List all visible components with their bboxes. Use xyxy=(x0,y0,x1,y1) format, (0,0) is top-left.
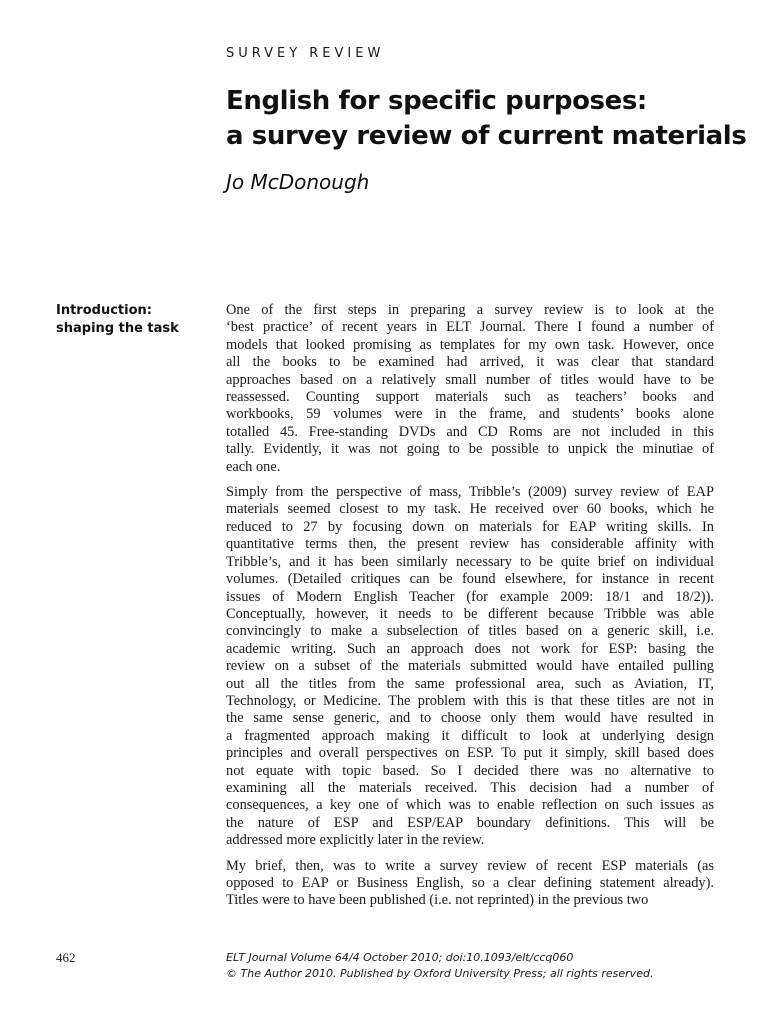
article-title-line-1: English for specific purposes: xyxy=(226,86,647,116)
body-line: Tribble’s, and it has been similarly necessary to be quite brief on individual xyxy=(226,553,714,570)
body-line: Simply from the perspective of mass, Tribble’s (2009) survey review of EAP xyxy=(226,484,714,501)
body-line: My brief, then, was to write a survey review of recent ESP materials (as xyxy=(226,857,714,874)
body-line: reassessed. Counting support materials such as teachers’ books and xyxy=(226,389,714,406)
section-heading-line-2: shaping the task xyxy=(56,321,179,336)
body-line: totalled 45. Free-standing DVDs and CD Roms are not included in this xyxy=(226,423,714,440)
author-name: Jo McDonough xyxy=(226,170,370,194)
body-line: academic writing. Such an approach does not work for ESP: basing the xyxy=(226,640,714,657)
body-line: quantitative terms then, the present review has considerable affinity with xyxy=(226,536,714,553)
body-line: addressed more explicitly later in the review. xyxy=(226,832,485,849)
body-line: the nature of ESP and ESP/EAP boundary definitions. This will be xyxy=(226,814,714,831)
body-line: Technology, or Medicine. The problem with this is that these titles are not in xyxy=(226,692,714,709)
section-heading-line-1: Introduction: xyxy=(56,303,152,318)
body-line: each one. xyxy=(226,458,281,475)
body-paragraph xyxy=(226,858,714,910)
body-line: Conceptually, however, it needs to be different because Tribble was able xyxy=(226,605,714,622)
body-line: opposed to EAP or Business English, so a clear defining statement already). xyxy=(226,875,714,891)
article-title xyxy=(226,84,746,154)
body-line: examining all the materials received. This decision had a number of xyxy=(226,779,714,796)
body-line: workbooks, 59 volumes were in the frame, and students’ books alone xyxy=(226,406,714,423)
body-line: all the books to be examined had arrived, it was clear that standard xyxy=(226,354,714,371)
body-line: Titles were to have been published (i.e. not reprinted) in the previous two xyxy=(226,892,649,909)
body-line: principles and overall perspectives on ESP. To put it simply, skill based does xyxy=(226,745,714,762)
body-line: volumes. (Detailed critiques can be found elsewhere, for instance in recent xyxy=(226,571,714,588)
body-line: consequences, a key one of which was to enable reflection on such issues as xyxy=(226,797,714,814)
body-line: convincingly to make a subselection of titles based on a generic skill, i.e. xyxy=(226,623,714,640)
body-line: reduced to 27 by focusing down on materials for EAP writing skills. In xyxy=(226,518,714,535)
page-number: 462 xyxy=(56,950,76,965)
body-line: review on a subset of the materials submitted would have entailed pulling xyxy=(226,658,714,675)
body-line: materials seemed closest to my task. He received over 60 books, which he xyxy=(226,501,714,518)
journal-citation: ELT Journal Volume 64/4 October 2010; doi:10.1093/elt/ccq060 xyxy=(226,951,574,964)
body-line: the same sense generic, and to choose only them would have resulted in xyxy=(226,710,714,727)
section-label: SURVEY REVIEW xyxy=(226,46,385,61)
body-line: not equate with topic based. So I decided there was no alternative to xyxy=(226,762,714,779)
body-line: out all the titles from the same professional area, such as Aviation, IT, xyxy=(226,675,714,692)
body-paragraph xyxy=(226,302,714,476)
body-line: tally. Evidently, it was not going to be possible to unpick the minutiae of xyxy=(226,441,714,458)
body-line: One of the first steps in preparing a survey review is to look at the xyxy=(226,302,714,318)
body-line: models that looked promising as templates for my own task. However, once xyxy=(226,336,714,353)
body-line: a fragmented approach making it difficult to look at underlying design xyxy=(226,727,714,744)
body-paragraph xyxy=(226,484,714,850)
body-line: ‘best practice’ of recent years in ELT Journal. There I found a number of xyxy=(226,319,714,336)
body-line: issues of Modern English Teacher (for example 2009: 18/1 and 18/2)). xyxy=(226,588,714,605)
section-heading xyxy=(56,302,206,338)
article-body xyxy=(226,302,714,918)
copyright-notice: © The Author 2010. Published by Oxford University Press; all rights reserved. xyxy=(226,967,654,980)
citation-footer xyxy=(226,950,746,982)
body-line: approaches based on a relatively small number of titles would have to be xyxy=(226,371,714,388)
article-title-line-2: a survey review of current materials xyxy=(226,121,747,151)
